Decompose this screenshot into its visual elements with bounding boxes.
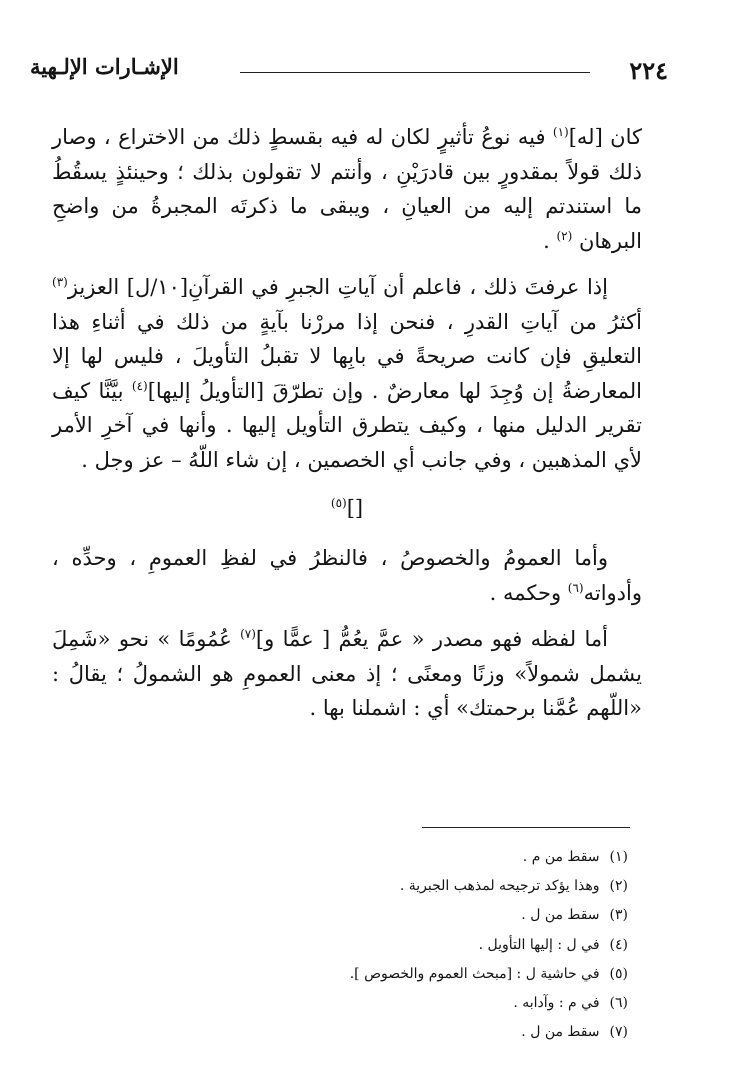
footnote-number: (١) <box>609 849 628 865</box>
section-heading <box>52 491 642 525</box>
footnote-text: في ل : إليها التأويل . <box>478 936 600 953</box>
text-run: عُمُومًا » نحو «شَمِلَ يشمل شمولاً» وزنًا ومعنًى ؛ إذ معنى العمومِ هو الشمولُ ؛ يقالُ : «اللّهم عُمَّنا برحمتك» أي : اشملنا بها . <box>52 627 642 720</box>
footnote-number: (٤) <box>609 936 628 953</box>
footnote <box>68 1018 628 1047</box>
text-run: أكثرُ من آياتِ القدرِ ، فنحن إذا مررْنا بآيةٍ من ذلك في أثناءِ هذا التعليقِ فإن كانت صريحةً في بابِها لا تقبلُ التأويلَ ، فليس لها إلا المعارضةُ إن وُجِدَ لها معارضٌ . وإن تطرّقَ [التأويلُ إليها] <box>52 309 642 403</box>
footnote-number: (٣) <box>609 907 628 924</box>
footnote-marker-1: (١) <box>552 125 569 139</box>
footnote-marker-7: (٧) <box>240 627 256 641</box>
footnote-marker-3: (٣) <box>52 275 68 289</box>
footnote <box>68 989 628 1018</box>
main-text <box>52 120 642 726</box>
text-run: كان [له] <box>568 125 642 149</box>
footnote <box>68 960 628 989</box>
footnote-text: وهذا يؤكد ترجيحه لمذهب الجبرية . <box>399 878 600 895</box>
footnote-text: في م : وآدابه . <box>513 995 600 1012</box>
footnote <box>68 901 628 930</box>
footnote <box>68 931 628 960</box>
text-run: وأما العمومُ والخصوصُ ، فالنظرُ في لفظِ العمومِ ، وحدِّه ، وأدواته <box>52 546 642 605</box>
footnote-number: (٢) <box>609 878 628 895</box>
header-rule <box>240 72 590 73</box>
text-run: فيه نوعُ تأثيرٍ لكان له فيه بقسطٍ ذلك من الاختراع ، وصار ذلك قولاً بمقدورٍ بين قادرَيْنِ ، وأنتم لا تقولون بذلك ؛ وحينئذٍ يسقُطُ ما استندتم إليه من العيانِ ، ويبقى ما ذكرتَه المجبرةُ من واضحِ البرهان <box>52 125 642 253</box>
footnote-marker-6: (٦) <box>567 580 584 595</box>
text-run: إذا عرفتَ ذلك ، فاعلم أن آياتِ الجبرِ في القرآنِ[١٠/ل] العزيز <box>67 275 608 299</box>
footnote-separator <box>422 827 630 828</box>
footnote <box>68 872 628 901</box>
footnote-text: في حاشية ل : [مبحث العموم والخصوص ]. <box>349 965 600 982</box>
footnotes-list <box>68 843 628 1047</box>
text-run: أما لفظه فهو مصدر « عمَّ يعُمُّ [ عمًّا و] <box>255 627 608 651</box>
paragraph-1 <box>52 120 642 258</box>
text-run: . <box>543 228 557 253</box>
footnote-marker-4: (٤) <box>131 378 148 393</box>
running-header <box>30 52 668 86</box>
text-run: وحكمه . <box>489 580 568 605</box>
footnote-text: سقط من ل . <box>521 1024 600 1041</box>
text-run: بيَّنَّا كيف تقرير الدليل منها ، وكيف يتطرق التأويل إليها . وأنها في آخرِ الأمر لأي المذهبين ، وفي جانب أي الخصمين ، إن شاء اللّهُ – عز وجل . <box>52 378 642 472</box>
footnote <box>68 843 628 872</box>
footnote-marker-2: (٢) <box>556 228 573 243</box>
footnote-number: (٥) <box>609 965 628 982</box>
footnote-text: سقط من م . <box>522 849 600 865</box>
paragraph-4 <box>52 622 642 726</box>
page-number: ٢٢٤ <box>629 56 668 85</box>
paragraph-2 <box>52 270 642 477</box>
heading-brackets: [] <box>346 496 364 520</box>
footnote-marker-5: (٥) <box>330 496 347 510</box>
running-title: الإشـارات الإلـهية <box>30 54 179 79</box>
paragraph-3 <box>52 541 642 610</box>
footnote-number: (٧) <box>609 1024 628 1041</box>
footnote-text: سقط من ل . <box>521 907 600 924</box>
footnote-number: (٦) <box>609 995 628 1012</box>
